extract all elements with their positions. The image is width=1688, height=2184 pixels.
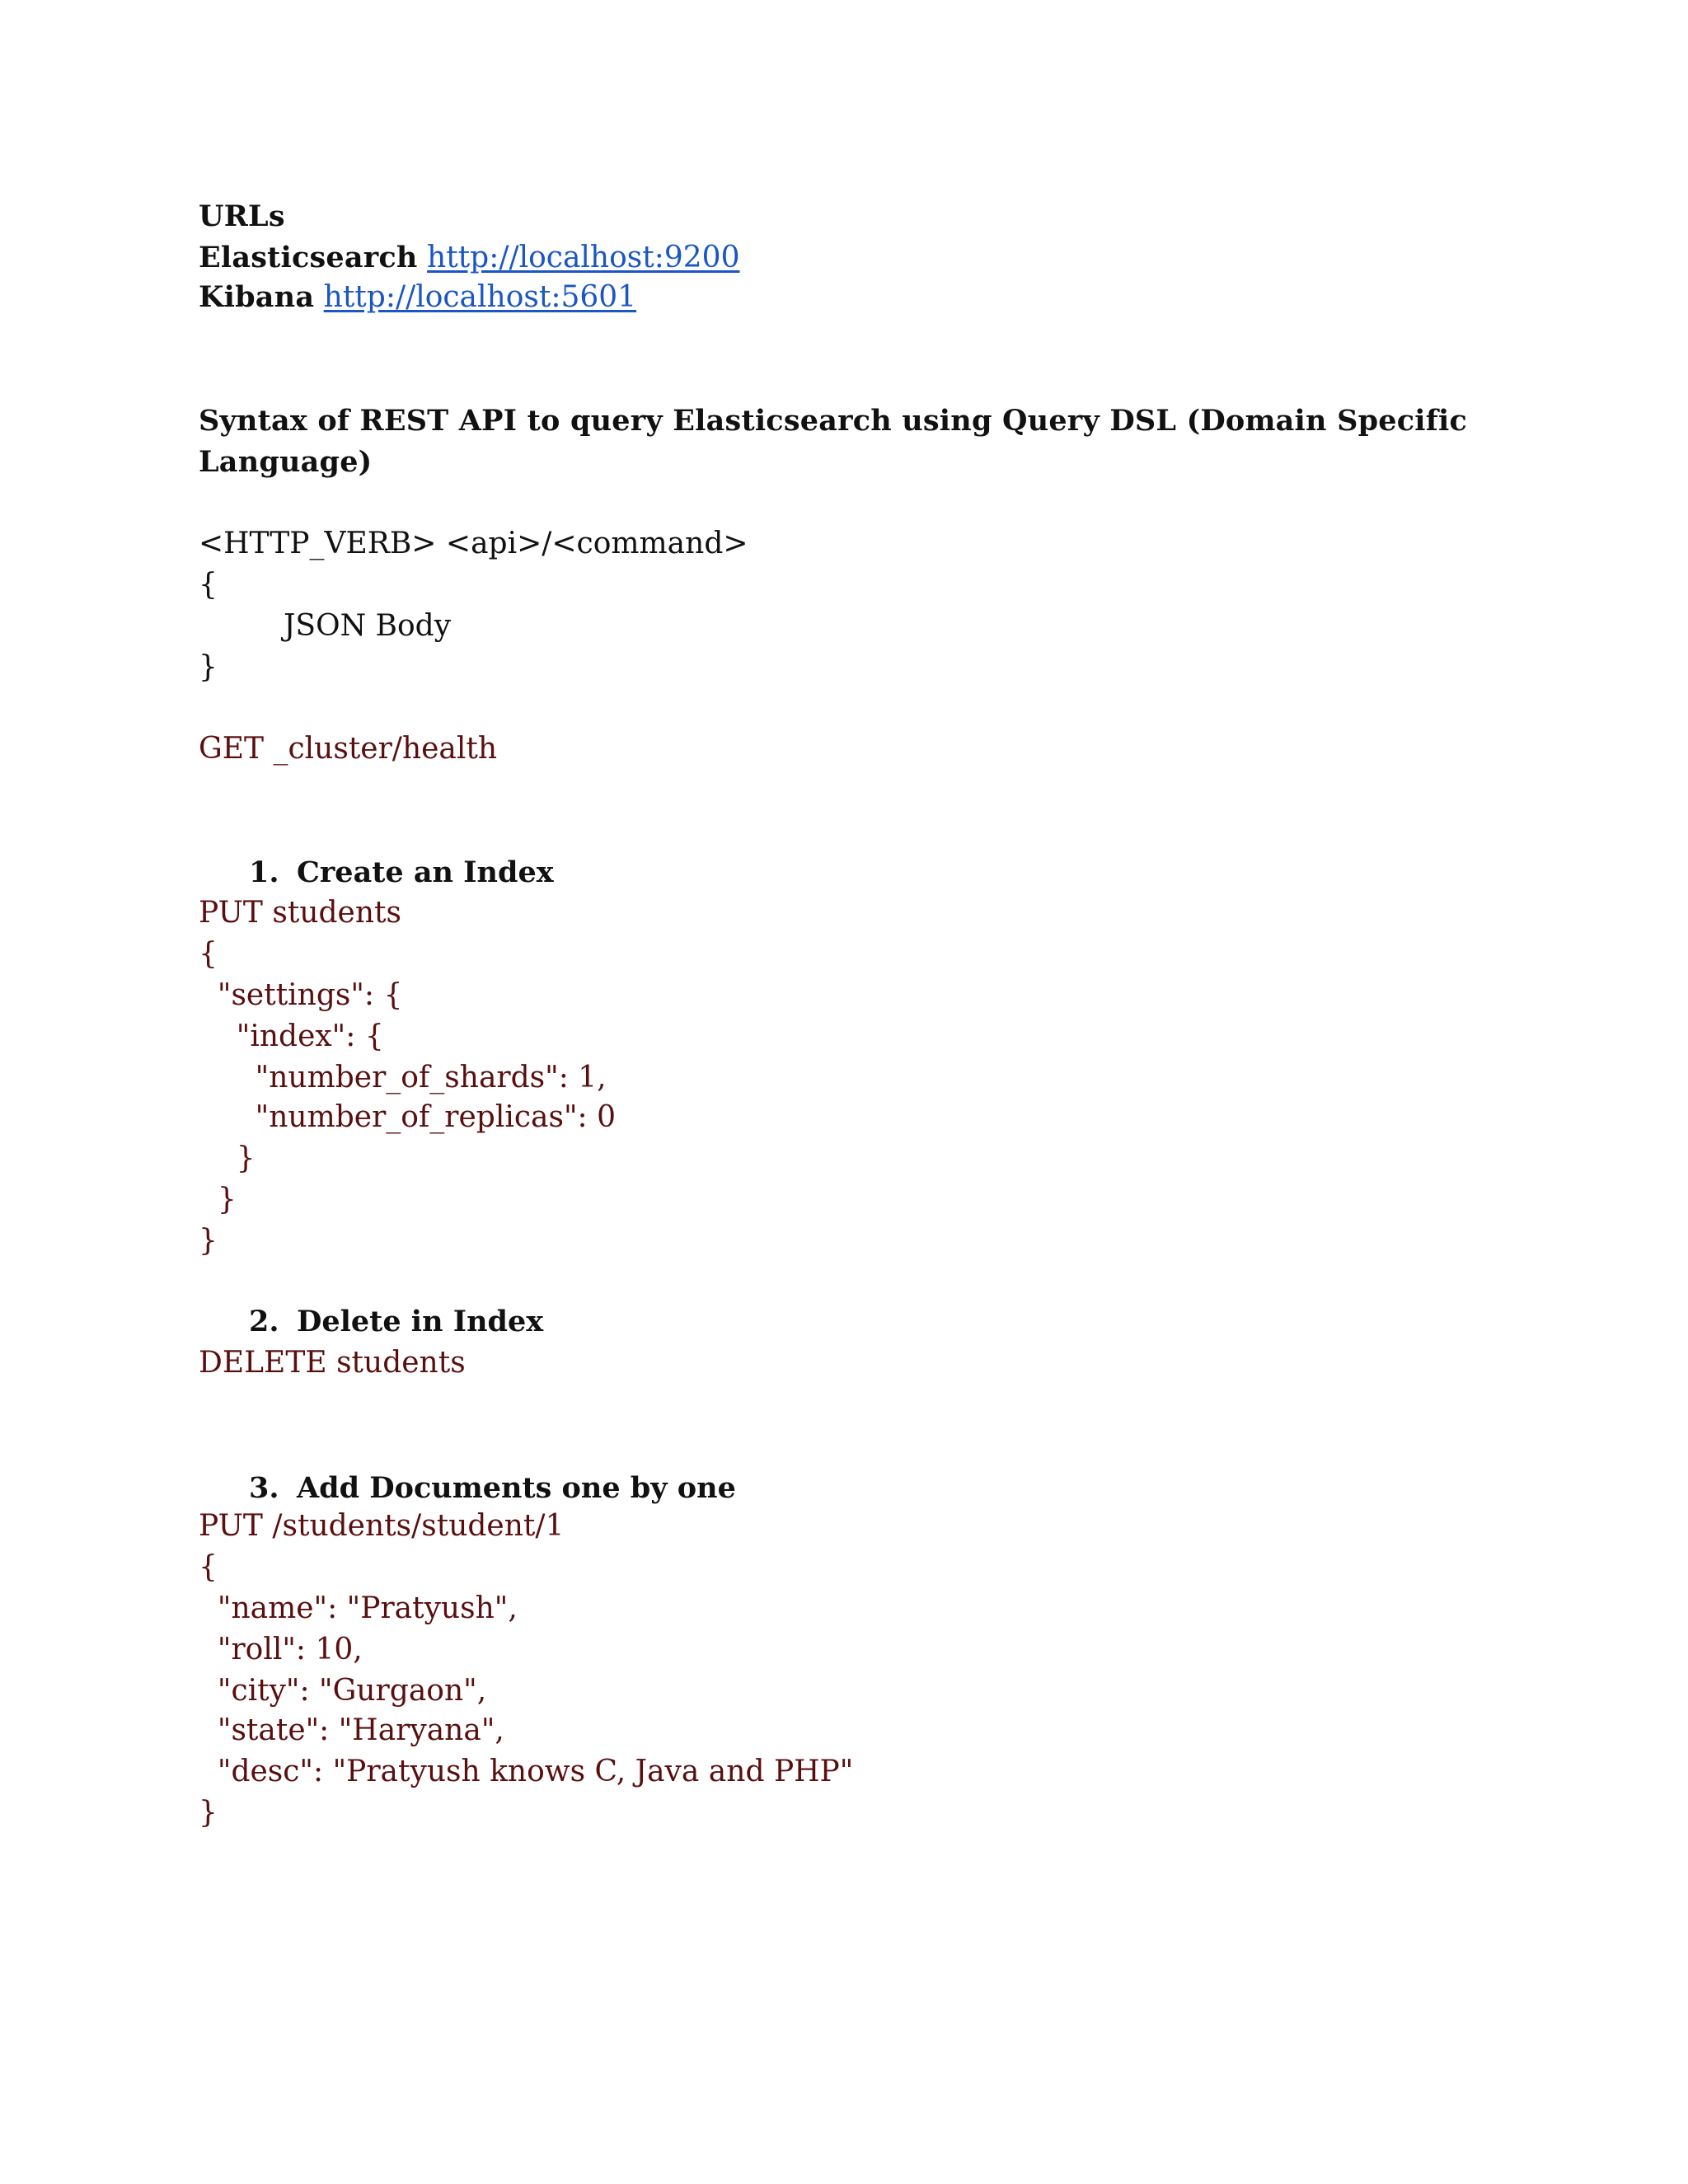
elasticsearch-url-line (199, 237, 739, 279)
code-line: "desc": "Pratyush knows C, Java and PHP" (199, 1755, 854, 1788)
code-line: "state": "Haryana", (199, 1713, 504, 1747)
code-line: { (199, 1550, 218, 1584)
code-line: "name": "Pratyush", (199, 1591, 518, 1625)
cluster-health-example: GET _cluster/health (199, 732, 498, 766)
code-line: "settings": { (199, 978, 403, 1012)
syntax-heading-line1: Syntax of REST API to query Elasticsearch using Query DSL (Domain Specific (199, 404, 1467, 438)
section-title: Create an Index (297, 855, 554, 889)
section-heading-create-index (249, 852, 554, 893)
section-title: Add Documents one by one (297, 1471, 736, 1505)
code-line: { (199, 937, 218, 971)
code-line: DELETE students (199, 1346, 466, 1380)
code-line: } (199, 1224, 218, 1258)
kibana-label: Kibana (199, 280, 315, 314)
code-line: } (199, 1183, 237, 1216)
section-title: Delete in Index (297, 1305, 544, 1338)
kibana-link[interactable]: http://localhost:5601 (323, 280, 637, 314)
syntax-heading-line2: Language) (199, 445, 373, 479)
kibana-url-line (199, 277, 636, 318)
code-line: } (199, 1796, 218, 1830)
code-line: "roll": 10, (199, 1633, 363, 1666)
syntax-line: <HTTP_VERB> <api>/<command> (199, 527, 748, 560)
code-line: PUT /students/student/1 (199, 1509, 565, 1543)
elasticsearch-label: Elasticsearch (199, 241, 418, 274)
syntax-line: } (199, 650, 218, 684)
code-line: PUT students (199, 896, 401, 930)
urls-heading: URLs (199, 199, 285, 233)
syntax-line: { (199, 568, 218, 602)
code-line: "index": { (199, 1019, 384, 1053)
section-heading-delete-index (249, 1301, 543, 1343)
section-number: 3. (249, 1471, 279, 1505)
syntax-line: JSON Body (199, 609, 452, 643)
code-line: "number_of_shards": 1, (199, 1061, 607, 1094)
elasticsearch-link[interactable]: http://localhost:9200 (427, 241, 740, 274)
section-heading-add-documents (249, 1468, 736, 1509)
code-line: } (199, 1141, 256, 1175)
section-number: 2. (249, 1305, 279, 1338)
code-line: "city": "Gurgaon", (199, 1674, 487, 1708)
code-line: "number_of_replicas": 0 (199, 1100, 617, 1134)
section-number: 1. (249, 855, 279, 889)
